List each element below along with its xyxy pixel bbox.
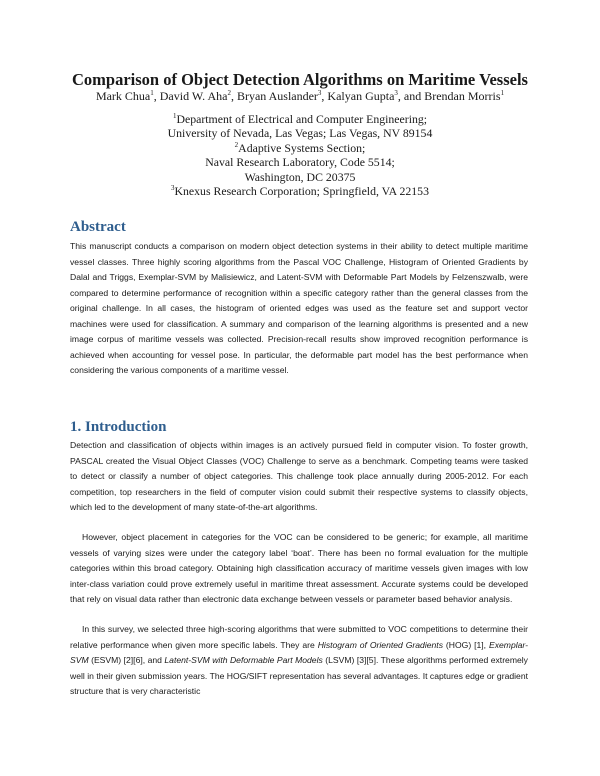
affiliations <box>0 112 600 198</box>
affiliation-line: $^3$Knexus Research Corporation; Springfield, VA 22153 <box>171 184 429 199</box>
introduction-heading: 1. Introduction <box>70 419 167 435</box>
author: Mark Chua$^1$, <box>95 89 160 103</box>
author: David W. Aha$^2$, <box>159 89 237 103</box>
author-list <box>0 89 600 103</box>
affiliation-line: $^1$Department of Electrical and Computer Engineering; <box>172 112 428 126</box>
intro-paragraph-2: However, object placement in categories for the VOC can be considered to be generic; for example, all maritime vessels of varying sizes were under the category label ‘boat’. There has been no formal evaluation for the multiple categories within this broad category. Obtaining high classification accuracy of maritime vessels given images with low inter-class variation could prove extremely useful in maritime threat assessment. Accurate systems could be developed that rely on visual data rather than electronic data exchange between vessels or parameter based behavior analysis. <box>70 532 528 604</box>
abstract-heading: Abstract <box>70 219 126 235</box>
affiliation-line: Naval Research Laboratory, Code 5514; <box>205 155 395 170</box>
affiliation-line: Washington, DC 20375 <box>244 169 356 184</box>
paper-title: Comparison of Object Detection Algorithms on Maritime Vessels <box>72 70 528 89</box>
affiliation-line: University of Nevada, Las Vegas; Las Vegas, NV 89154 <box>167 126 433 141</box>
abstract-text: This manuscript conducts a comparison on modern object detection systems in their ability to detect multiple maritime vessel classes. Three highly scoring algorithms from the Pascal VOC Challenge, Histogram of Oriented Gradients by Dalal and Triggs, Exemplar-SVM by Malisiewicz, and Latent-SVM with Deformable Part Models by Felzenszwalb, were compared to determine performance of recognition within a specific category rather than the general classes from the original challenge. In all cases, the histogram of oriented edges was used as the feature set and support vector machines were used for classification. A summary and comparison of the learning algorithms is presented and a new image corpus of maritime vessels was collected. Precision-recall results show improved recognition performance is achieved when accounting for vessel pose. In particular, the deformable part model has the best performance when considering the various components of a maritime vessel. <box>70 241 528 375</box>
intro-paragraph-3: In this survey, we selected three high-scoring algorithms that were submitted to VOC competitions to determine their relative performance when given more specific labels. They are Histogram of Oriented Gradients (HOG) [1], Exemplar-SVM (ESVM) [2][6], and Latent-SVM with Deformable Part Models (LSVM) [3][5]. These algorithms performed extremely well in their given submission years. The HOG/SIFT representation has several advantages. It captures edge or gradient structure that is very characteristic <box>70 624 528 696</box>
author: Brendan Morris$^1$ <box>424 89 505 103</box>
author: Bryan Auslander$^3$, <box>236 89 328 103</box>
affiliation-line: $^2$Adaptive Systems Section; <box>234 140 366 155</box>
author: Kalyan Gupta$^3$, and <box>327 89 425 103</box>
intro-paragraph-1: Detection and classification of objects within images is an actively pursued field in computer vision. To foster growth, PASCAL created the Visual Object Classes (VOC) Challenge to serve as a benchmark. Competing teams were tasked to detect or classify a number of object categories. This challenge took place annually during 2005-2012. For each competition, top researchers in the field of computer vision could submit their respective systems to classify objects, which led to the development of many state-of-the-art algorithms. <box>70 440 528 512</box>
